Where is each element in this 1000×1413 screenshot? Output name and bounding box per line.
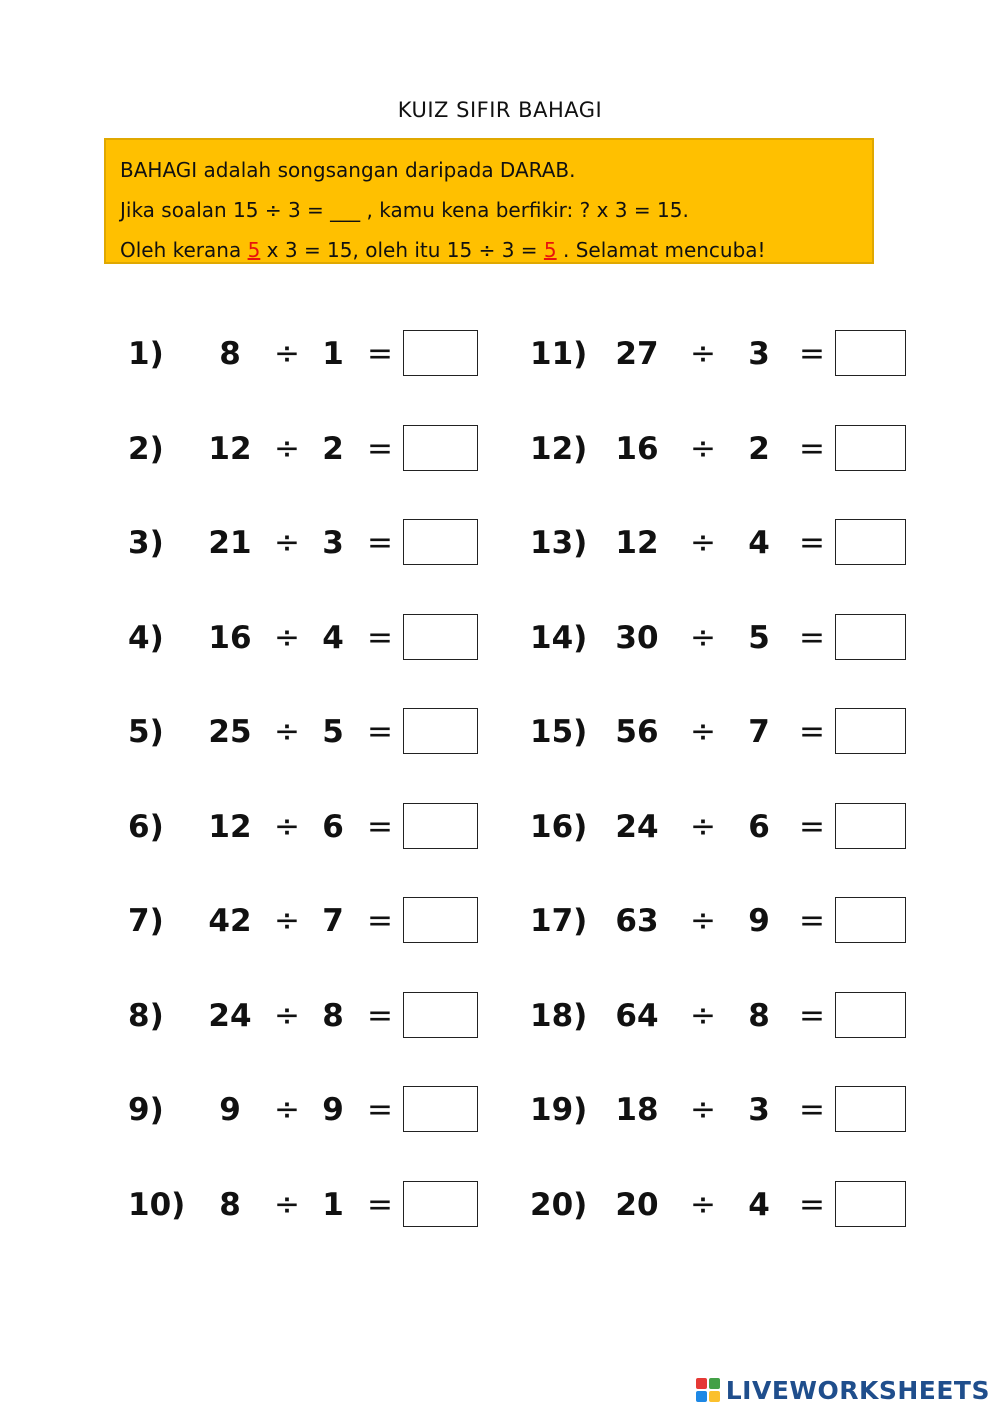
divisor: 6 (748, 808, 770, 845)
divisor: 1 (322, 1186, 344, 1223)
divisor: 3 (322, 525, 344, 561)
divisor: 4 (748, 525, 770, 561)
instruction-text: Oleh kerana (120, 238, 248, 262)
divide-sign: ÷ (690, 903, 716, 939)
divide-sign: ÷ (274, 903, 300, 939)
divisor: 4 (322, 619, 344, 656)
question-number: 5) (128, 714, 164, 750)
liveworksheets-logo-icon (696, 1378, 720, 1402)
dividend: 8 (219, 336, 241, 372)
divisor: 7 (748, 714, 770, 750)
dividend: 12 (615, 525, 659, 561)
equals-sign: = (799, 1186, 825, 1223)
question-number: 4) (128, 619, 164, 656)
question-number: 20) (530, 1186, 588, 1223)
divide-sign: ÷ (690, 430, 716, 467)
equals-sign: = (799, 903, 825, 939)
instruction-box (104, 138, 874, 264)
dividend: 20 (615, 1186, 659, 1223)
answer-box[interactable] (835, 1181, 906, 1227)
question-number: 18) (530, 997, 588, 1034)
question-number: 11) (530, 336, 588, 372)
divisor: 2 (322, 430, 344, 467)
answer-box[interactable] (835, 1086, 906, 1132)
question-number: 14) (530, 619, 588, 656)
divisor: 5 (322, 714, 344, 750)
answer-box[interactable] (835, 708, 906, 754)
divisor: 8 (322, 997, 344, 1034)
divide-sign: ÷ (690, 997, 716, 1034)
question-number: 9) (128, 1092, 164, 1128)
divisor: 8 (748, 997, 770, 1034)
divide-sign: ÷ (690, 1186, 716, 1223)
question-number: 15) (530, 714, 588, 750)
equals-sign: = (367, 619, 393, 656)
question-row (0, 708, 1000, 756)
instruction-line-1: BAHAGI adalah songsangan daripada DARAB. (120, 158, 576, 182)
divide-sign: ÷ (274, 430, 300, 467)
dividend: 27 (615, 336, 659, 372)
question-row (0, 519, 1000, 567)
equals-sign: = (367, 714, 393, 750)
divisor: 2 (748, 430, 770, 467)
answer-box[interactable] (835, 897, 906, 943)
divide-sign: ÷ (274, 1092, 300, 1128)
equals-sign: = (367, 1186, 393, 1223)
equals-sign: = (799, 997, 825, 1034)
question-number: 1) (128, 336, 164, 372)
equals-sign: = (799, 1092, 825, 1128)
divide-sign: ÷ (274, 619, 300, 656)
divide-sign: ÷ (690, 714, 716, 750)
divide-sign: ÷ (274, 997, 300, 1034)
divide-sign: ÷ (690, 336, 716, 372)
answer-box[interactable] (835, 519, 906, 565)
divide-sign: ÷ (690, 1092, 716, 1128)
divisor: 3 (748, 1092, 770, 1128)
divisor: 5 (748, 619, 770, 656)
question-row (0, 897, 1000, 945)
question-number: 7) (128, 903, 164, 939)
equals-sign: = (367, 336, 393, 372)
dividend: 56 (615, 714, 659, 750)
question-number: 17) (530, 903, 588, 939)
brand-name: LIVEWORKSHEETS (725, 1375, 990, 1405)
equals-sign: = (367, 808, 393, 845)
question-row (0, 330, 1000, 378)
dividend: 12 (208, 430, 252, 467)
divide-sign: ÷ (690, 808, 716, 845)
divisor: 7 (322, 903, 344, 939)
divide-sign: ÷ (274, 714, 300, 750)
equals-sign: = (367, 525, 393, 561)
question-number: 8) (128, 997, 164, 1034)
equals-sign: = (367, 903, 393, 939)
equals-sign: = (799, 336, 825, 372)
dividend: 24 (208, 997, 252, 1034)
divide-sign: ÷ (274, 1186, 300, 1223)
instruction-line-3 (120, 230, 858, 270)
question-number: 19) (530, 1092, 588, 1128)
question-row (0, 992, 1000, 1040)
question-row (0, 614, 1000, 662)
question-row (0, 803, 1000, 851)
example-answer-highlight: 5 (247, 238, 261, 262)
divisor: 9 (322, 1092, 344, 1128)
divide-sign: ÷ (274, 525, 300, 561)
dividend: 16 (208, 619, 252, 656)
dividend: 42 (208, 903, 252, 939)
dividend: 16 (615, 430, 659, 467)
page-title: KUIZ SIFIR BAHAGI (397, 98, 603, 122)
answer-box[interactable] (835, 330, 906, 376)
divisor: 9 (748, 903, 770, 939)
divisor: 6 (322, 808, 344, 845)
equals-sign: = (799, 525, 825, 561)
instruction-line-2: Jika soalan 15 ÷ 3 = ___ , kamu kena berfikir: ? x 3 = 15. (120, 198, 689, 222)
equals-sign: = (799, 619, 825, 656)
question-number: 13) (530, 525, 588, 561)
dividend: 63 (615, 903, 659, 939)
divide-sign: ÷ (274, 808, 300, 845)
divisor: 4 (748, 1186, 770, 1223)
answer-box[interactable] (835, 992, 906, 1038)
dividend: 21 (208, 525, 252, 561)
equals-sign: = (799, 714, 825, 750)
divide-sign: ÷ (274, 336, 300, 372)
equals-sign: = (367, 430, 393, 467)
equals-sign: = (367, 1092, 393, 1128)
divide-sign: ÷ (690, 525, 716, 561)
answer-box[interactable] (835, 425, 906, 471)
question-number: 2) (128, 430, 164, 467)
question-number: 10) (128, 1186, 186, 1223)
dividend: 18 (615, 1092, 659, 1128)
answer-box[interactable] (835, 614, 906, 660)
brand-footer (696, 1375, 990, 1405)
dividend: 12 (208, 808, 252, 845)
equals-sign: = (367, 997, 393, 1034)
question-row (0, 425, 1000, 473)
question-number: 16) (530, 808, 588, 845)
dividend: 25 (208, 714, 252, 750)
divisor: 3 (748, 336, 770, 372)
answer-box[interactable] (835, 803, 906, 849)
divisor: 1 (322, 336, 344, 372)
question-number: 12) (530, 430, 588, 467)
question-number: 6) (128, 808, 164, 845)
question-number: 3) (128, 525, 164, 561)
dividend: 30 (615, 619, 659, 656)
equals-sign: = (799, 430, 825, 467)
question-row (0, 1181, 1000, 1229)
equals-sign: = (799, 808, 825, 845)
instruction-text: . Selamat mencuba! (556, 238, 766, 262)
dividend: 8 (219, 1186, 241, 1223)
dividend: 64 (615, 997, 659, 1034)
divide-sign: ÷ (690, 619, 716, 656)
example-answer-highlight: 5 (543, 238, 557, 262)
dividend: 9 (219, 1092, 241, 1128)
question-row (0, 1086, 1000, 1134)
dividend: 24 (615, 808, 659, 845)
instruction-text: x 3 = 15, oleh itu 15 ÷ 3 = (260, 238, 544, 262)
